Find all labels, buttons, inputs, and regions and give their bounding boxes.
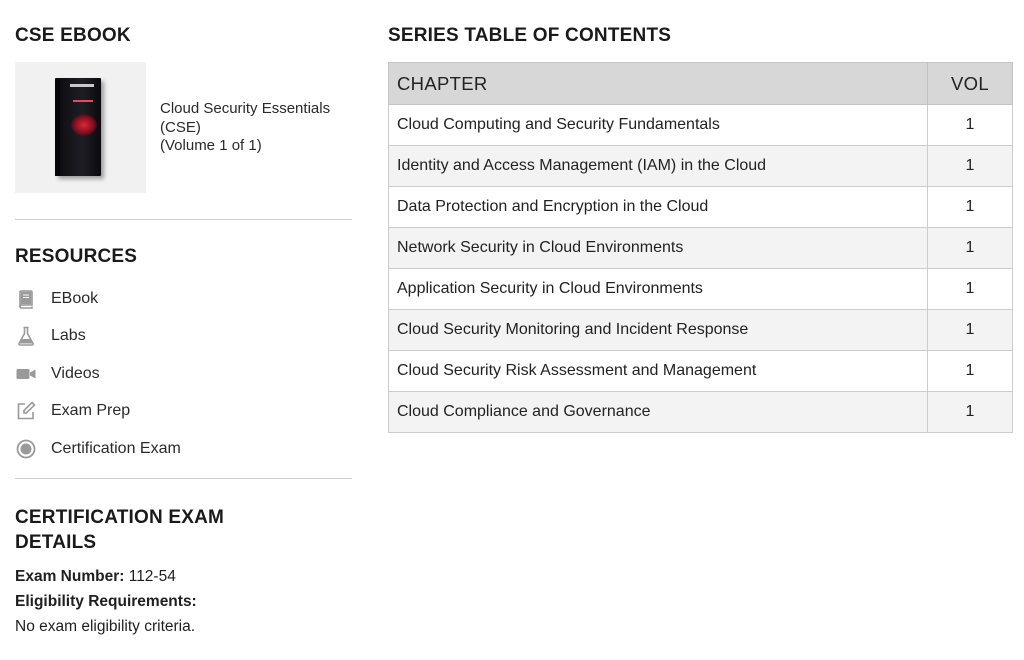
vol-cell: 1 [928,228,1013,269]
vol-cell: 1 [928,269,1013,310]
flask-icon [15,325,37,347]
ebook-desc-title: Cloud Security Essentials [160,100,331,117]
table-row[interactable] [389,187,1013,228]
ebook-description [160,100,355,156]
vol-cell: 1 [928,392,1013,433]
certification-details [15,564,197,639]
cover-glow [71,114,97,136]
column-header-vol: VOL [928,63,1013,105]
chapter-cell: Cloud Compliance and Governance [389,392,928,433]
resource-item-ebook[interactable] [15,280,181,318]
column-header-chapter: CHAPTER [389,63,928,105]
certification-section-title: CERTIFICATION EXAM DETAILS [15,507,225,553]
cover-decoration [70,84,94,87]
resource-item-labs[interactable] [15,318,181,356]
resources-list [15,280,181,468]
book-icon [15,288,37,310]
ebook-section-title: CSE EBOOK [15,25,131,46]
table-row[interactable] [389,392,1013,433]
table-row[interactable] [389,269,1013,310]
resource-item-certification-exam[interactable] [15,430,181,468]
table-row[interactable] [389,105,1013,146]
exam-number-row [15,564,197,589]
chapter-cell: Identity and Access Management (IAM) in the Cloud [389,146,928,187]
vol-cell: 1 [928,351,1013,392]
chapter-cell: Network Security in Cloud Environments [389,228,928,269]
video-camera-icon [15,363,37,385]
table-header-row [389,63,1013,105]
resource-item-exam-prep[interactable] [15,393,181,431]
chapter-cell: Data Protection and Encryption in the Cloud [389,187,928,228]
chapter-cell: Cloud Security Risk Assessment and Management [389,351,928,392]
table-row[interactable] [389,228,1013,269]
ebook-cover[interactable] [15,62,146,193]
chapter-cell: Cloud Security Monitoring and Incident Response [389,310,928,351]
resource-label: Videos [51,364,100,382]
table-row[interactable] [389,351,1013,392]
vol-cell: 1 [928,146,1013,187]
divider [15,219,352,220]
resource-label: Exam Prep [51,402,131,420]
exam-number-value: 112-54 [128,568,176,585]
badge-icon [15,438,37,460]
chapter-cell: Application Security in Cloud Environments [389,269,928,310]
vol-cell: 1 [928,310,1013,351]
table-row[interactable] [389,146,1013,187]
book-spine [55,80,60,176]
toc-section-title: SERIES TABLE OF CONTENTS [388,25,672,46]
ebook-desc-acronym: (CSE) [160,118,201,136]
resource-label: EBook [51,289,99,307]
divider [15,478,352,479]
chapter-cell: Cloud Computing and Security Fundamentals [389,105,928,146]
eligibility-label-text: Eligibility Requirements: [15,593,197,610]
table-row[interactable] [389,310,1013,351]
resource-label: Labs [51,327,86,345]
exam-number-label: Exam Number: [15,568,125,585]
edit-icon [15,400,37,422]
resource-label: Certification Exam [51,439,181,457]
eligibility-label [15,589,197,614]
resources-section-title: RESOURCES [15,246,138,267]
vol-cell: 1 [928,105,1013,146]
resource-item-videos[interactable] [15,355,181,393]
cover-decoration [73,100,93,102]
ebook-desc-volume: (Volume 1 of 1) [160,137,262,154]
toc-table [388,62,1013,433]
eligibility-value: No exam eligibility criteria. [15,618,196,635]
vol-cell: 1 [928,187,1013,228]
